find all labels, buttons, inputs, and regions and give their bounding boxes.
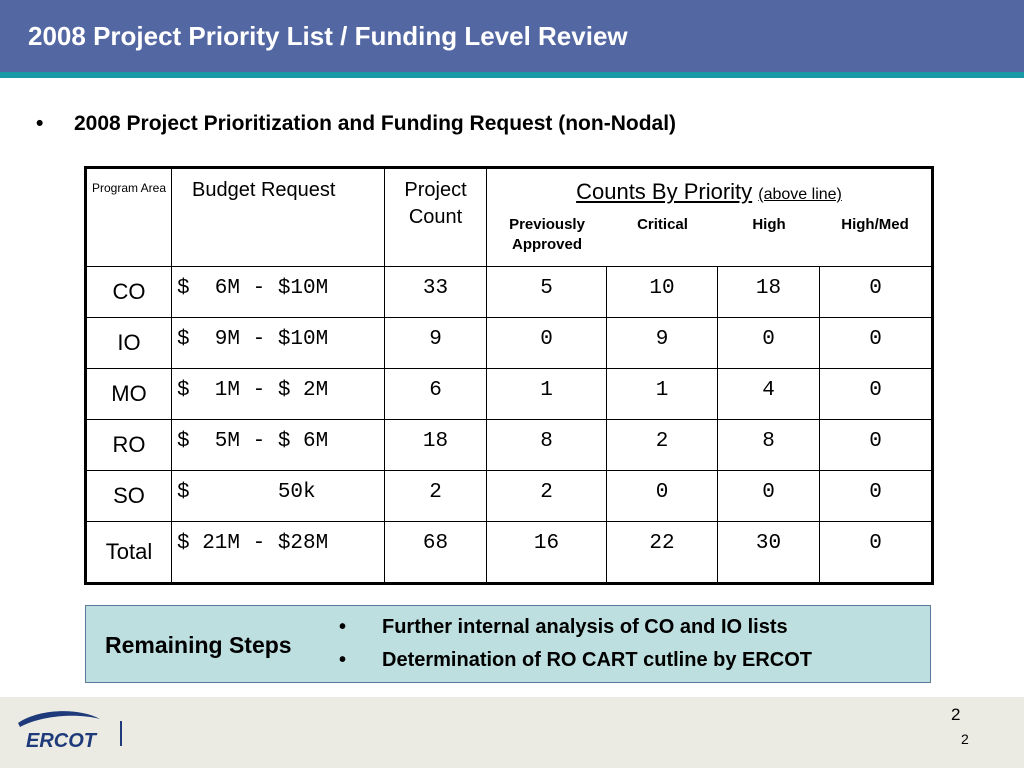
list-item [339,616,812,649]
high-cell: 8 [718,420,820,471]
table-row [86,471,933,522]
high-cell: 0 [718,318,820,369]
high-cell: 30 [718,522,820,584]
ercot-logo-icon [12,707,104,751]
high-cell: 18 [718,267,820,318]
budget-cell: $ 5M - $ 6M [172,420,385,471]
area-cell: RO [86,420,172,471]
table-row [86,267,933,318]
previously-approved-cell: 16 [487,522,607,584]
priority-table [84,166,934,585]
previously-approved-cell: 1 [487,369,607,420]
high-med-cell: 0 [820,318,933,369]
slide-title: 2008 Project Priority List / Funding Level Review [28,21,628,51]
high-med-cell: 0 [820,267,933,318]
high-cell: 0 [718,471,820,522]
count-cell: 68 [385,522,487,584]
table-row [86,318,933,369]
remaining-steps-box [85,605,931,683]
counts-title [487,169,931,209]
high-cell: 4 [718,369,820,420]
critical-cell: 9 [607,318,718,369]
remaining-steps-list [339,616,812,682]
critical-cell: 10 [607,267,718,318]
title-bar [0,0,1024,72]
budget-cell: $ 9M - $10M [172,318,385,369]
count-cell: 18 [385,420,487,471]
previously-approved-cell: 5 [487,267,607,318]
list-item [339,649,812,682]
logo-divider [120,721,122,746]
budget-cell: $ 50k [172,471,385,522]
high-med-cell: 0 [820,420,933,471]
main-bullet [36,112,676,136]
area-cell: IO [86,318,172,369]
count-cell: 33 [385,267,487,318]
table-row [86,420,933,471]
area-cell: MO [86,369,172,420]
counts-title-text: Counts By Priority [576,179,753,204]
priority-subheaders [487,209,931,255]
page-number: 2 [951,705,961,724]
ercot-logo [12,707,104,756]
high-med-cell: 0 [820,522,933,584]
page-number-small: 2 [961,731,969,747]
total-label-cell: Total [86,522,172,584]
header-project-count: Project Count [385,168,487,267]
table-row [86,369,933,420]
critical-cell: 2 [607,420,718,471]
header-counts-by-priority [487,168,933,267]
remaining-steps-label: Remaining Steps [105,632,292,658]
high-med-cell: 0 [820,471,933,522]
budget-cell: $ 1M - $ 2M [172,369,385,420]
critical-cell: 1 [607,369,718,420]
slide-footer [0,697,1024,768]
previously-approved-cell: 8 [487,420,607,471]
area-cell: SO [86,471,172,522]
header-program-area: Program Area [86,168,172,267]
budget-cell: $ 21M - $28M [172,522,385,584]
main-bullet-text: 2008 Project Prioritization and Funding Request (non-Nodal) [74,112,677,135]
previously-approved-cell: 0 [487,318,607,369]
header-high: High [752,216,786,233]
previously-approved-cell: 2 [487,471,607,522]
count-cell: 6 [385,369,487,420]
header-row [86,168,933,267]
budget-cell: $ 6M - $10M [172,267,385,318]
bullet-dot-icon: • [36,112,44,135]
header-high-med: High/Med [841,216,909,233]
bullet-dot-icon: • [339,649,347,671]
bullet-dot-icon: • [339,616,347,638]
title-divider [0,72,1024,78]
critical-cell: 22 [607,522,718,584]
list-item-text: Further internal analysis of CO and IO lists [382,616,788,638]
logo-text: ERCOT [26,730,96,751]
count-cell: 9 [385,318,487,369]
area-cell: CO [86,267,172,318]
header-budget-request: Budget Request [172,168,385,267]
count-cell: 2 [385,471,487,522]
critical-cell: 0 [607,471,718,522]
header-critical: Critical [637,216,688,233]
high-med-cell: 0 [820,369,933,420]
list-item-text: Determination of RO CART cutline by ERCOT [382,649,813,671]
header-previously-approved: Previously Approved [509,216,585,253]
counts-subtitle: (above line) [758,186,842,203]
total-row [86,522,933,584]
